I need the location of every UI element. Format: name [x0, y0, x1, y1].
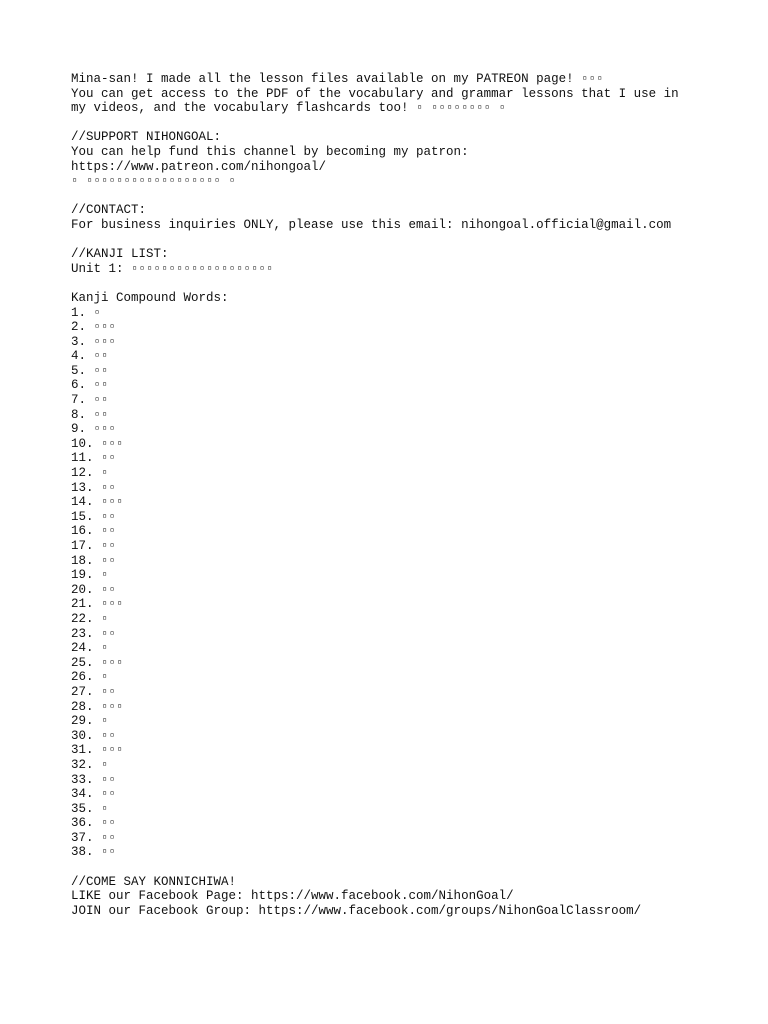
list-item: 38. ▫▫: [71, 845, 117, 860]
list-item: 24. ▫: [71, 641, 109, 656]
list-item: 32. ▫: [71, 757, 109, 772]
list-item: 17. ▫▫: [71, 539, 117, 553]
list-item: 8. ▫▫: [71, 407, 109, 422]
list-item: 2. ▫▫▫: [71, 320, 117, 335]
patreon-link[interactable]: https://www.patreon.com/nihongoal/: [71, 159, 327, 174]
list-item: 27. ▫▫: [71, 684, 117, 699]
list-item: 28. ▫▫▫: [71, 699, 124, 714]
list-item: 9. ▫▫▫: [71, 422, 117, 437]
list-item: 18. ▫▫: [71, 553, 117, 568]
compound-words-heading: Kanji Compound Words:: [71, 290, 229, 305]
list-item: 37. ▫▫: [71, 830, 117, 845]
support-glyphs: ▫ ▫▫▫▫▫▫▫▫▫▫▫▫▫▫▫▫▫▫ ▫: [71, 174, 237, 189]
list-item: 33. ▫▫: [71, 772, 117, 787]
kanji-unit-line: Unit 1: ▫▫▫▫▫▫▫▫▫▫▫▫▫▫▫▫▫▫▫: [71, 261, 274, 276]
contact-heading: //CONTACT:: [71, 203, 147, 218]
list-item: 10. ▫▫▫: [71, 436, 124, 451]
list-item: 15. ▫▫: [71, 509, 117, 524]
list-item: 19. ▫: [71, 568, 109, 583]
contact-email-line[interactable]: For business inquiries ONLY, please use this email: nihongoal.official@gmail.com: [71, 217, 672, 232]
kanji-list-heading: //KANJI LIST:: [71, 247, 169, 262]
intro-line-1: Mina-san! I made all the lesson files available on my PATREON page! ▫▫▫: [71, 72, 604, 86]
compound-words-list: [71, 306, 751, 861]
list-item: 35. ▫: [71, 801, 109, 816]
spacer: [71, 233, 751, 248]
list-item: 16. ▫▫: [71, 524, 117, 539]
support-heading: //SUPPORT NIHONGOAL:: [71, 130, 222, 145]
facebook-group-link[interactable]: JOIN our Facebook Group: https://www.facebook.com/groups/NihonGoalClassroom/: [71, 903, 642, 918]
intro-line-3: my videos, and the vocabulary flashcards too! ▫ ▫▫▫▫▫▫▫▫ ▫: [71, 101, 507, 116]
list-item: 7. ▫▫: [71, 393, 109, 408]
list-item: 11. ▫▫: [71, 451, 117, 466]
social-heading: //COME SAY KONNICHIWA!: [71, 874, 237, 889]
intro-line-2: You can get access to the PDF of the vocabulary and grammar lessons that I use in: [71, 86, 679, 101]
list-item: 31. ▫▫▫: [71, 743, 124, 758]
spacer: [71, 860, 751, 875]
list-item: 3. ▫▫▫: [71, 334, 117, 349]
list-item: 34. ▫▫: [71, 787, 117, 802]
spacer: [71, 189, 751, 204]
list-item: 6. ▫▫: [71, 378, 109, 393]
list-item: 20. ▫▫: [71, 582, 117, 597]
spacer: [71, 116, 751, 131]
list-item: 4. ▫▫: [71, 349, 109, 364]
list-item: 5. ▫▫: [71, 363, 109, 378]
list-item: 30. ▫▫: [71, 728, 117, 743]
list-item: 26. ▫: [71, 670, 109, 685]
list-item: 14. ▫▫▫: [71, 495, 124, 510]
list-item: 22. ▫: [71, 611, 109, 626]
list-item: 36. ▫▫: [71, 816, 117, 831]
list-item: 23. ▫▫: [71, 626, 117, 641]
list-item: 29. ▫: [71, 714, 109, 729]
document-body: [71, 72, 751, 918]
list-item: 1. ▫: [71, 305, 102, 320]
spacer: [71, 276, 751, 291]
list-item: 12. ▫: [71, 466, 109, 481]
list-item: 13. ▫▫: [71, 480, 117, 495]
list-item: 25. ▫▫▫: [71, 655, 124, 670]
facebook-page-link[interactable]: LIKE our Facebook Page: https://www.facebook.com/NihonGoal/: [71, 889, 514, 904]
support-text: You can help fund this channel by becoming my patron:: [71, 144, 469, 159]
list-item: 21. ▫▫▫: [71, 597, 124, 612]
